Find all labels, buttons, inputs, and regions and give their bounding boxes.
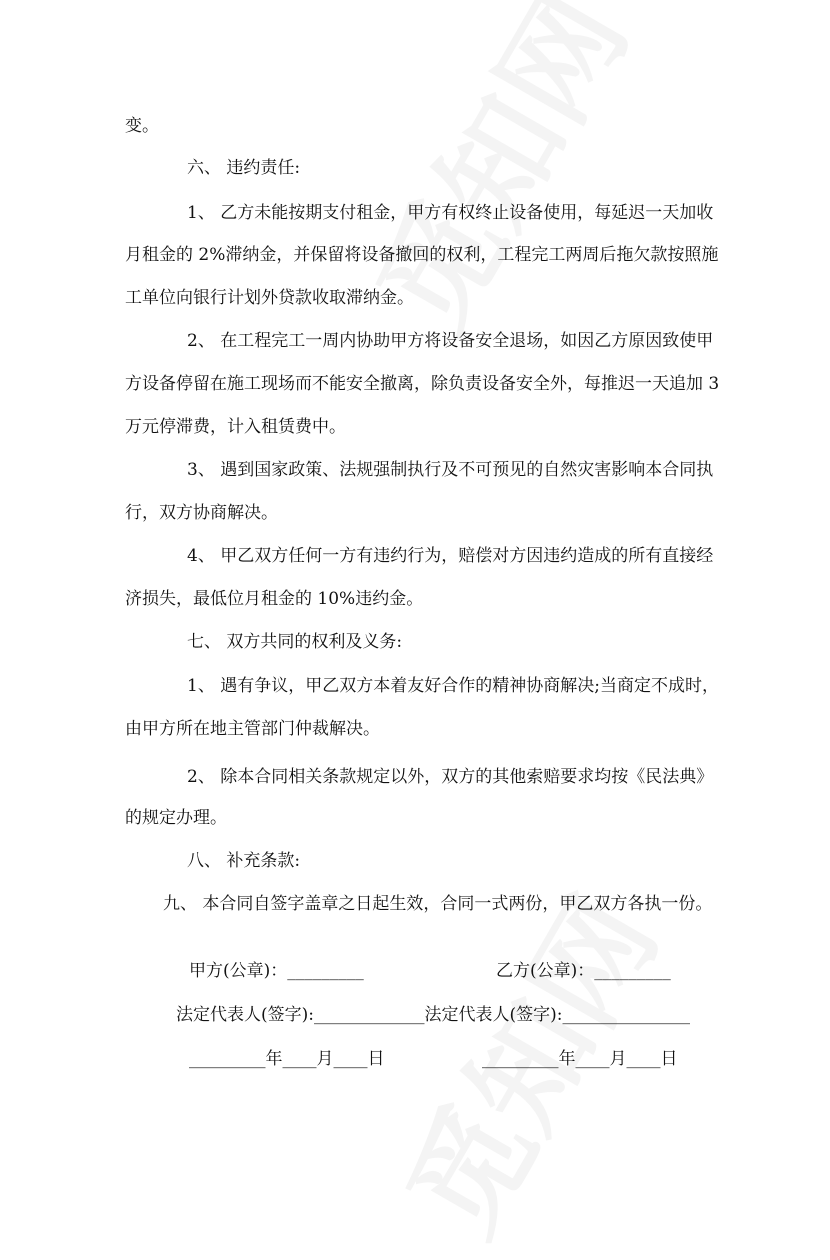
paragraph-line: 2、 除本合同相关条款规定以外，双方的其他索赔要求均按《民法典》 bbox=[187, 767, 714, 787]
party-a-date: _________年____月____日 bbox=[189, 1049, 385, 1069]
paragraph-line: 月租金的 2%滞纳金，并保留将设备撤回的权利，工程完工两周后拖欠款按照施 bbox=[125, 245, 719, 265]
paragraph-line: 济损失，最低位月租金的 10%违约金。 bbox=[125, 589, 424, 609]
paragraph-line: 由甲方所在地主管部门仲裁解决。 bbox=[125, 719, 380, 739]
paragraph-line: 的规定办理。 bbox=[125, 808, 227, 828]
paragraph-line: 九、 本合同自签字盖章之日起生效，合同一式两份，甲乙双方各执一份。 bbox=[163, 894, 713, 914]
paragraph-line: 3、 遇到国家政策、法规强制执行及不可预见的自然灾害影响本合同执 bbox=[187, 460, 714, 480]
section-heading: 六、 违约责任: bbox=[187, 158, 301, 178]
section-heading: 七、 双方共同的权利及义务: bbox=[187, 632, 403, 652]
paragraph-line: 行，双方协商解决。 bbox=[125, 503, 278, 523]
paragraph-line: 2、 在工程完工一周内协助甲方将设备安全退场，如因乙方原因致使甲 bbox=[187, 331, 714, 351]
party-a-seal: 甲方(公章)：_________ bbox=[189, 961, 364, 981]
party-b-seal: 乙方(公章)：_________ bbox=[496, 961, 671, 981]
paragraph-line: 工单位向银行计划外贷款收取滞纳金。 bbox=[125, 288, 414, 308]
legal-representatives: 法定代表人(签字):_____________法定代表人(签字):_______________ bbox=[176, 1005, 690, 1025]
party-b-date: _________年____月____日 bbox=[482, 1049, 678, 1069]
section-heading: 八、 补充条款: bbox=[187, 851, 301, 871]
paragraph-line: 变。 bbox=[125, 116, 159, 136]
paragraph-line: 方设备停留在施工现场而不能安全撤离，除负责设备安全外，每推迟一天追加 3 bbox=[125, 374, 720, 394]
paragraph-line: 4、 甲乙双方任何一方有违约行为，赔偿对方因违约造成的所有直接经 bbox=[187, 546, 714, 566]
paragraph-line: 1、 乙方未能按期支付租金，甲方有权终止设备使用，每延迟一天加收 bbox=[187, 203, 714, 223]
paragraph-line: 1、 遇有争议，甲乙双方本着友好合作的精神协商解决;当商定不成时， bbox=[187, 676, 719, 696]
paragraph-line: 万元停滞费，计入租赁费中。 bbox=[125, 417, 346, 437]
